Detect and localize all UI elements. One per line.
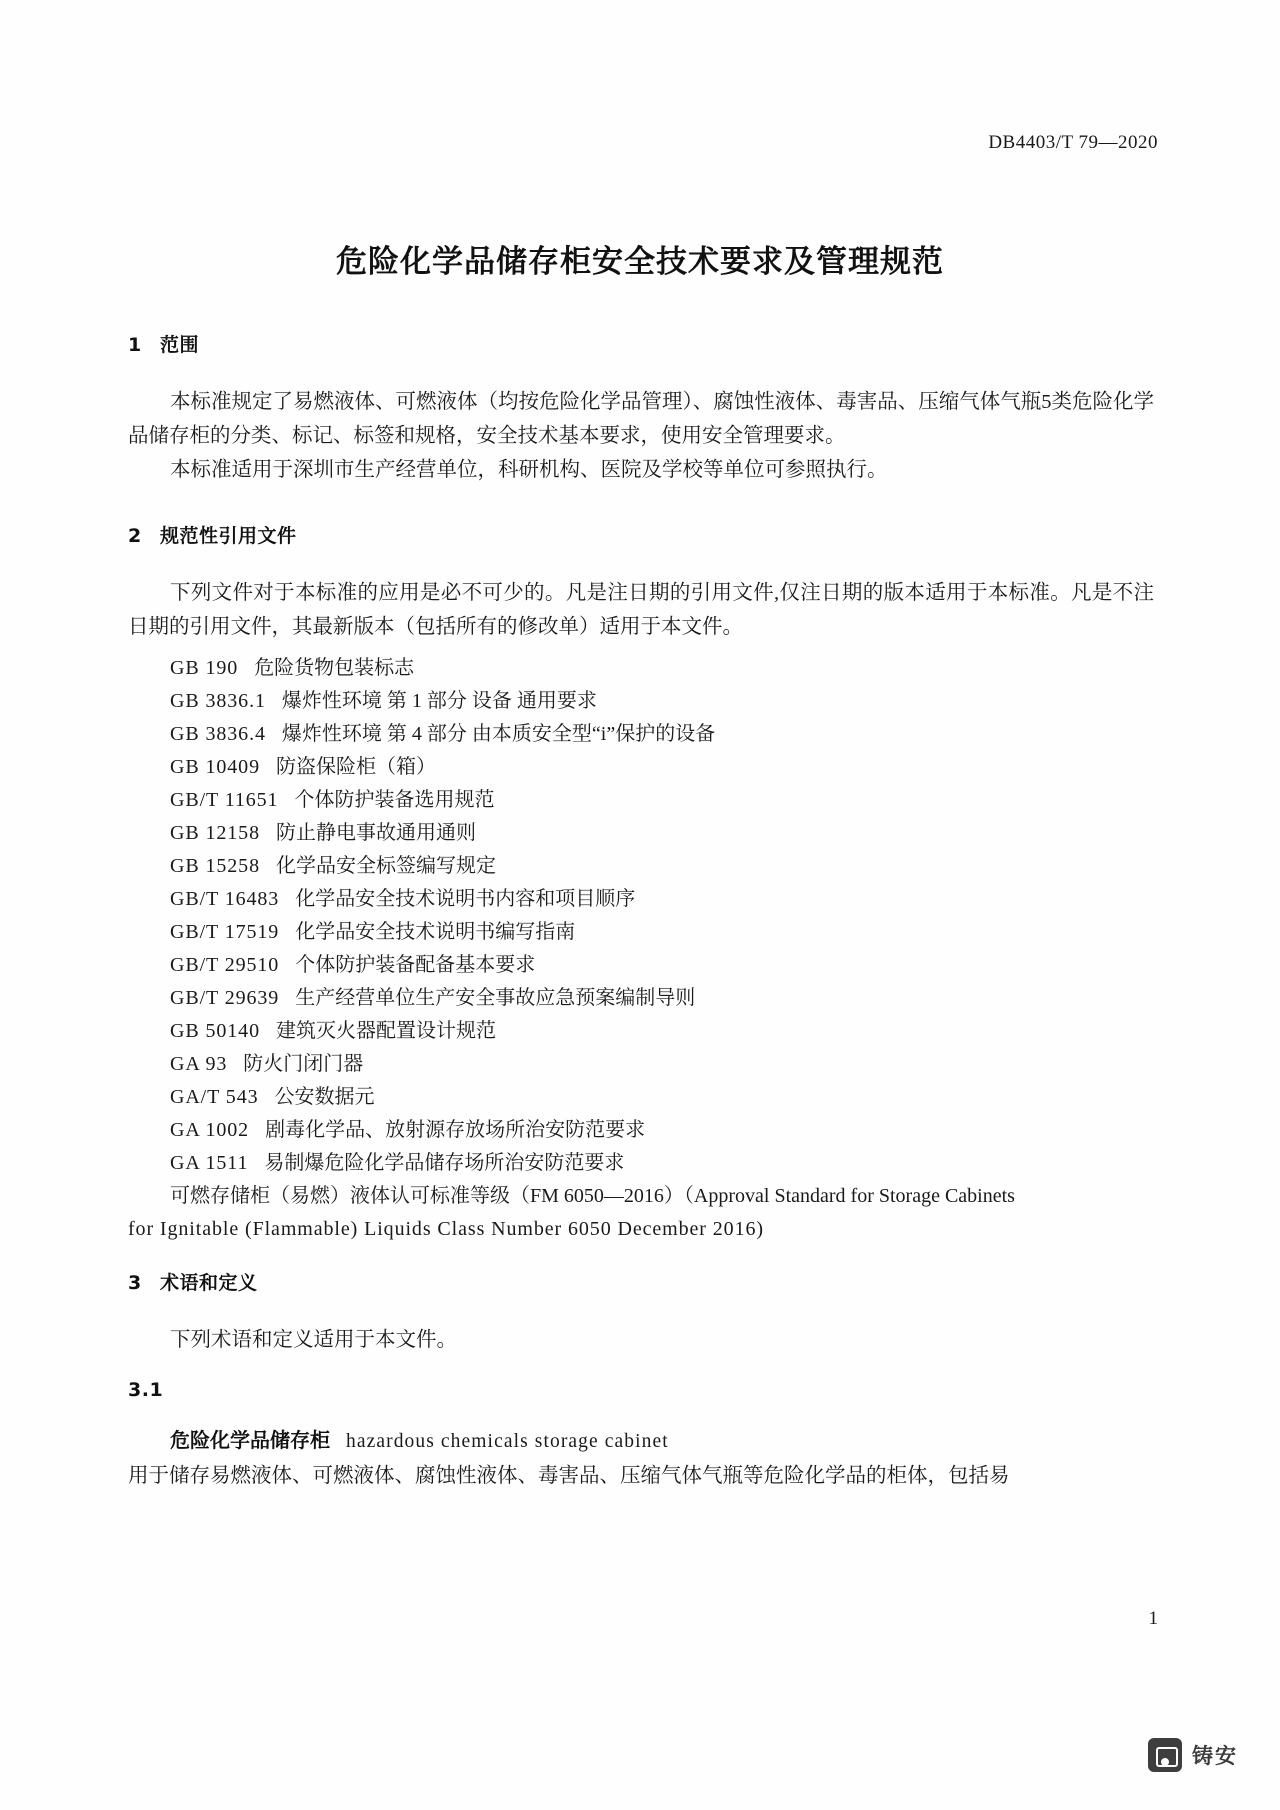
term-name-en: hazardous chemicals storage cabinet: [346, 1431, 669, 1452]
reference-code: GB 15258: [170, 855, 260, 877]
reference-name: 易制爆危险化学品储存场所治安防范要求: [264, 1152, 625, 1174]
section-title-1: 范围: [160, 334, 200, 356]
reference-item: [128, 1114, 1154, 1147]
section-number-1: 1: [128, 334, 142, 356]
section-heading-2: [128, 521, 1154, 548]
section-heading-1: [128, 330, 1154, 357]
reference-item: [128, 784, 1154, 817]
reference-name: 危险货物包装标志: [254, 657, 415, 679]
section-1-paragraph-1: 本标准规定了易燃液体、可燃液体（均按危险化学品管理）、腐蚀性液体、毒害品、压缩气体气瓶5类危险化学品储存柜的分类、标记、标签和规格，安全技术基本要求，使用安全管理要求。: [128, 391, 1154, 447]
reference-name: 防火门闭门器: [243, 1053, 364, 1075]
wechat-account-icon: [1148, 1738, 1182, 1772]
reference-code: GB 190: [170, 657, 239, 679]
section-title-2: 规范性引用文件: [160, 525, 297, 547]
reference-code: GB 50140: [170, 1020, 260, 1042]
reference-name: 生产经营单位生产安全事故应急预案编制导则: [295, 987, 696, 1009]
reference-name: 防盗保险柜（箱）: [275, 756, 436, 778]
reference-fm6050-line1: 可燃存储柜（易燃）液体认可标准等级（FM 6050—2016）（Approval Standard for Storage Cabinets: [170, 1185, 1015, 1207]
page-title: 危险化学品储存柜安全技术要求及管理规范: [336, 244, 944, 280]
reference-code: GA 1002: [170, 1119, 250, 1141]
reference-code: GB/T 17519: [170, 921, 280, 943]
reference-code: GB/T 29639: [170, 987, 280, 1009]
reference-name: 防止静电事故通用通则: [275, 822, 476, 844]
reference-code: GA/T 543: [170, 1086, 259, 1108]
reference-name: 剧毒化学品、放射源存放场所治安防范要求: [265, 1119, 646, 1141]
section-3-paragraph-1: 下列术语和定义适用于本文件。: [170, 1329, 457, 1351]
reference-code: GB 12158: [170, 822, 260, 844]
reference-name: 化学品安全技术说明书内容和项目顺序: [295, 888, 636, 910]
reference-item: [128, 1015, 1154, 1048]
reference-item: [128, 652, 1154, 685]
reference-item: [128, 685, 1154, 718]
section-title-3: 术语和定义: [160, 1272, 258, 1294]
reference-code: GB/T 29510: [170, 954, 280, 976]
reference-item: [128, 916, 1154, 949]
reference-item: [128, 817, 1154, 850]
term-name-cn: 危险化学品储存柜: [170, 1428, 330, 1452]
subsection-number-3-1: 3.1: [128, 1379, 164, 1401]
reference-code: GA 93: [170, 1053, 228, 1075]
reference-code: GB/T 16483: [170, 888, 280, 910]
reference-item: [128, 982, 1154, 1015]
reference-code: GB/T 11651: [170, 789, 279, 811]
reference-item-fm6050: [128, 1180, 1154, 1246]
section-1-paragraph-2: 本标准适用于深圳市生产经营单位，科研机构、医院及学校等单位可参照执行。: [170, 459, 888, 481]
watermark: [1148, 1738, 1238, 1772]
watermark-label: 铸安: [1192, 1744, 1238, 1768]
reference-name: 个体防护装备选用规范: [294, 789, 495, 811]
reference-code: GB 3836.1: [170, 690, 266, 712]
reference-name: 爆炸性环境 第 1 部分 设备 通用要求: [281, 690, 597, 712]
reference-name: 个体防护装备配备基本要求: [295, 954, 536, 976]
reference-code: GB 10409: [170, 756, 260, 778]
section-heading-3: [128, 1268, 1154, 1295]
reference-item: [128, 1147, 1154, 1180]
reference-name: 爆炸性环境 第 4 部分 由本质安全型“i”保护的设备: [281, 723, 716, 745]
reference-item: [128, 949, 1154, 982]
term-definition: 用于储存易燃液体、可燃液体、腐蚀性液体、毒害品、压缩气体气瓶等危险化学品的柜体，包括易: [128, 1465, 1010, 1487]
reference-name: 化学品安全标签编写规定: [275, 855, 496, 877]
reference-item: [128, 1048, 1154, 1081]
reference-name: 公安数据元: [274, 1086, 375, 1108]
reference-item: [128, 850, 1154, 883]
document-body: [128, 330, 1154, 1493]
reference-item: [128, 1081, 1154, 1114]
reference-item: [128, 751, 1154, 784]
reference-code: GA 1511: [170, 1152, 249, 1174]
section-number-2: 2: [128, 525, 142, 547]
reference-name: 建筑灭火器配置设计规范: [275, 1020, 496, 1042]
reference-item: [128, 883, 1154, 916]
page-number: 1: [1148, 1608, 1158, 1629]
term-entry: [128, 1423, 1154, 1459]
reference-name: 化学品安全技术说明书编写指南: [295, 921, 576, 943]
standard-code-header: DB4403/T 79—2020: [988, 132, 1158, 153]
section-2-paragraph-1: 下列文件对于本标准的应用是必不可少的。凡是注日期的引用文件,仅注日期的版本适用于本标准。凡是不注日期的引用文件，其最新版本（包括所有的修改单）适用于本文件。: [128, 582, 1154, 638]
reference-item: [128, 718, 1154, 751]
reference-code: GB 3836.4: [170, 723, 266, 745]
reference-fm6050-line2: for Ignitable (Flammable) Liquids Class Number 6050 December 2016): [128, 1218, 764, 1240]
section-number-3: 3: [128, 1272, 142, 1294]
normative-references-list: [128, 652, 1154, 1246]
